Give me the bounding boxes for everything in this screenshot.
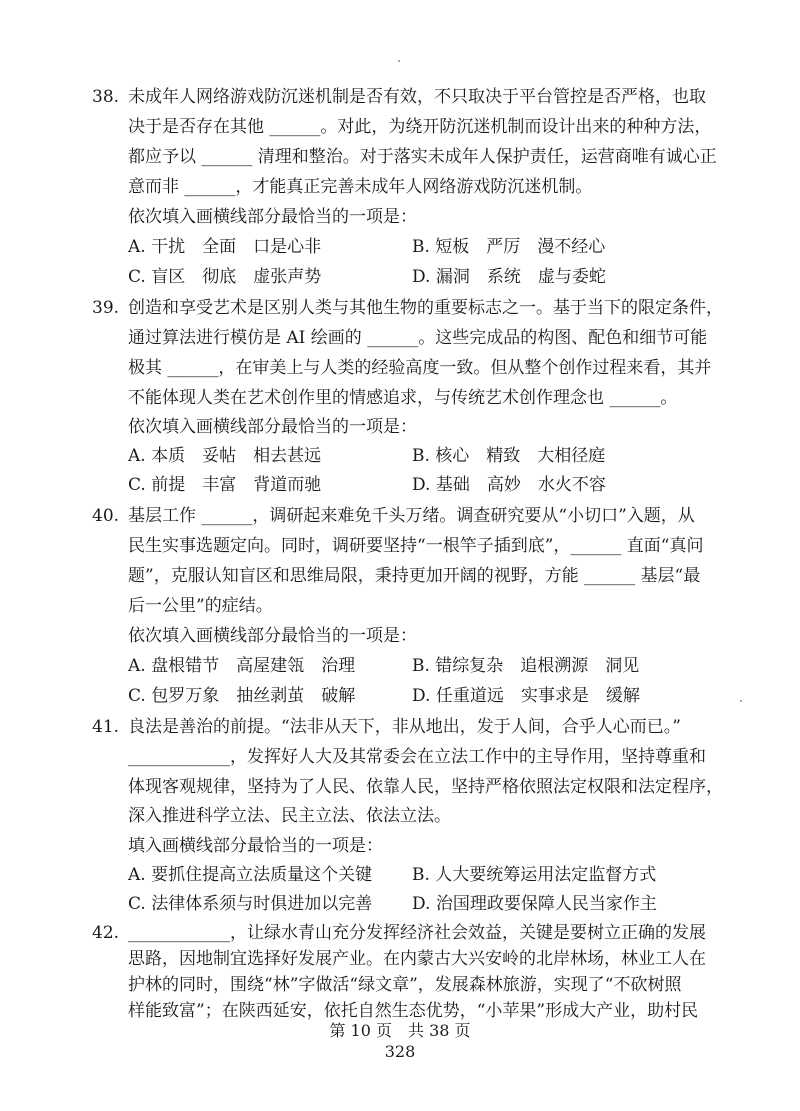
question-number: 38. — [92, 87, 120, 107]
option-c[interactable]: C. 盲区 彻底 虚张声势 — [128, 267, 322, 287]
page-number: 328 — [384, 1042, 416, 1061]
option-c[interactable]: C. 前提 丰富 背道而驰 — [128, 475, 322, 495]
scan-speck — [398, 60, 400, 62]
stem-line: 基层工作 ______，调研起来难免千头万绪。调查研究要从“小切口”入题，从 — [128, 506, 695, 526]
scan-speck — [740, 700, 742, 702]
stem-line: 深入推进科学立法、民主立法、依法立法。 — [128, 806, 451, 826]
stem-line: ____________，让绿水青山充分发挥经济社会效益，关键是要树立正确的发展 — [128, 923, 706, 943]
stem-line: 后一公里”的症结。 — [128, 596, 273, 616]
option-d[interactable]: D. 治国理政要保障人民当家作主 — [412, 894, 657, 914]
option-a[interactable]: A. 盘根错节 高屋建瓴 治理 — [128, 656, 356, 676]
stem-line: 护林的同时，围绕“林”字做活“绿文章”，发展森林旅游，实现了“不砍树照 — [128, 975, 682, 995]
option-a[interactable]: A. 本质 妥帖 相去甚远 — [128, 446, 322, 466]
option-c[interactable]: C. 法律体系须与时俱进加以完善 — [128, 894, 373, 914]
stem-line: 样能致富”；在陕西延安，依托自然生态优势，“小苹果”形成大产业，助村民 — [128, 1001, 699, 1021]
question-number: 42. — [92, 923, 120, 943]
stem-line: 极其 ______，在审美上与人类的经验高度一致。但从整个创作过程来看，其并 — [128, 358, 712, 378]
stem-line: 题”，克服认知盲区和思维局限，秉持更加开阔的视野，方能 ______ 基层“最 — [128, 566, 701, 586]
option-b[interactable]: B. 错综复杂 追根溯源 洞见 — [412, 656, 640, 676]
stem-line: 创造和享受艺术是区别人类与其他生物的重要标志之一。基于当下的限定条件， — [128, 298, 723, 318]
question-prompt: 依次填入画横线部分最恰当的一项是： — [128, 626, 417, 646]
stem-line: 思路，因地制宜选择好发展产业。在内蒙古大兴安岭的北岸林场，林业工人在 — [128, 949, 706, 969]
stem-line: 不能体现人类在艺术创作里的情感追求，与传统艺术创作理念也 ______。 — [128, 388, 678, 408]
stem-line: 决于是否存在其他 ______。对此，为绕开防沉迷机制而设计出来的种种方法， — [128, 117, 712, 137]
page-indicator: 第 10 页 共 38 页 — [329, 1021, 471, 1040]
stem-line: 体现客观规律，坚持为了人民、依靠人民，坚持严格依照法定权限和法定程序， — [128, 777, 723, 797]
stem-line: 意而非 ______，才能真正完善未成年人网络游戏防沉迷机制。 — [128, 177, 593, 197]
option-b[interactable]: B. 短板 严厉 漫不经心 — [412, 237, 606, 257]
stem-line: 未成年人网络游戏防沉迷机制是否有效，不只取决于平台管控是否严格，也取 — [128, 87, 706, 107]
stem-line: 良法是善治的前提。“法非从天下，非从地出，发于人间，合乎人心而已。” — [128, 717, 681, 737]
stem-line: 都应予以 ______ 清理和整治。对于落实未成年人保护责任，运营商唯有诚心正 — [128, 147, 717, 167]
option-c[interactable]: C. 包罗万象 抽丝剥茧 破解 — [128, 686, 356, 706]
option-d[interactable]: D. 任重道远 实事求是 缓解 — [412, 686, 640, 706]
question-number: 40. — [92, 506, 120, 526]
option-b[interactable]: B. 人大要统筹运用法定监督方式 — [412, 865, 657, 885]
option-d[interactable]: D. 漏洞 系统 虚与委蛇 — [412, 267, 606, 287]
stem-line: 通过算法进行模仿是 AI 绘画的 ______。这些完成品的构图、配色和细节可能 — [128, 328, 708, 348]
question-prompt: 依次填入画横线部分最恰当的一项是： — [128, 417, 417, 437]
question-prompt: 依次填入画横线部分最恰当的一项是： — [128, 207, 417, 227]
option-b[interactable]: B. 核心 精致 大相径庭 — [412, 446, 606, 466]
option-a[interactable]: A. 要抓住提高立法质量这个关键 — [128, 865, 373, 885]
question-number: 41. — [92, 717, 120, 737]
stem-line: ____________，发挥好人大及其常委会在立法工作中的主导作用，坚持尊重和 — [128, 747, 706, 767]
option-d[interactable]: D. 基础 高妙 水火不容 — [412, 475, 606, 495]
stem-line: 民生实事选题定向。同时，调研要坚持“一根竿子插到底”，______ 直面“真问 — [128, 536, 704, 556]
question-number: 39. — [92, 298, 120, 318]
option-a[interactable]: A. 干扰 全面 口是心非 — [128, 237, 322, 257]
question-prompt: 填入画横线部分最恰当的一项是： — [128, 836, 383, 856]
